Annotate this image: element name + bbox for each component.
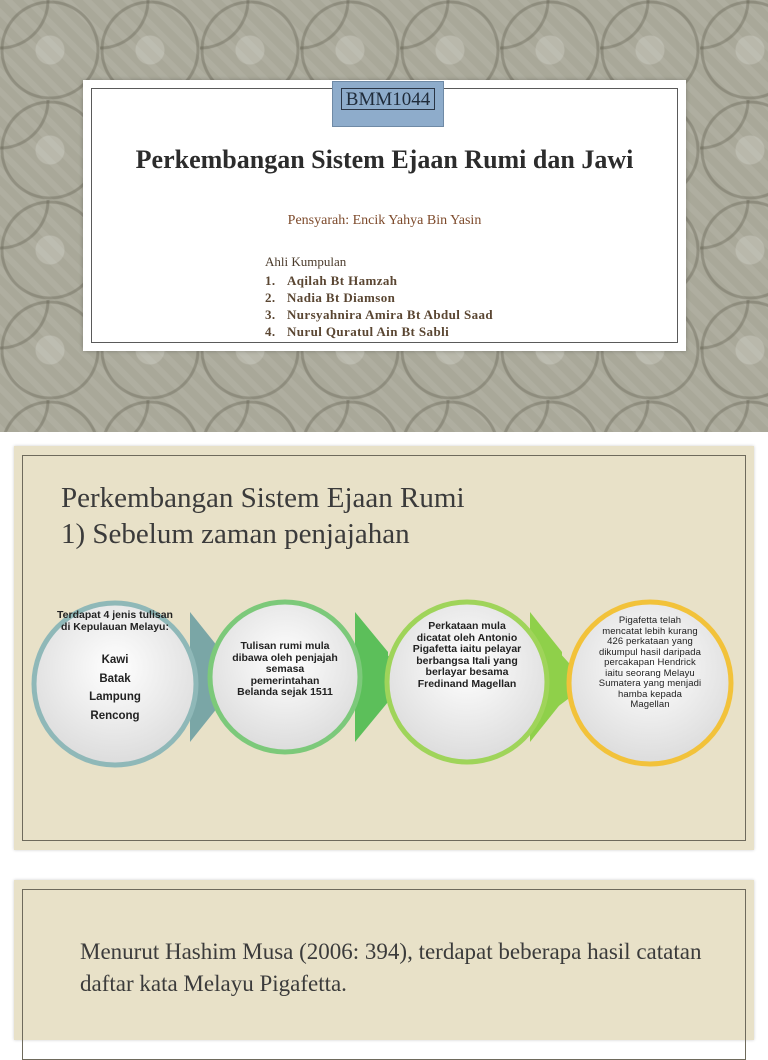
member-item: 4. Nurul Quratul Ain Bt Sabli: [265, 324, 450, 339]
step-1-text: Terdapat 4 jenis tulisan di Kepulauan Melayu: Kawi Batak Lampung Rencong: [55, 610, 175, 725]
course-code: BMM1044: [341, 88, 435, 110]
title-card: [83, 80, 686, 351]
group-heading: Ahli Kumpulan: [265, 254, 347, 269]
member-list: [265, 272, 493, 340]
script-item: Batak: [99, 672, 131, 685]
title-card-border: [91, 88, 678, 343]
body-paragraph: Menurut Hashim Musa (2006: 394), terdapat beberapa hasil catatan daftar kata Melayu Pigafetta.: [80, 939, 702, 996]
script-item: Rencong: [90, 709, 140, 722]
lecturer-line: Pensyarah: Encik Yahya Bin Yasin: [287, 213, 482, 228]
step-3-text: Perkataan mula dicatat oleh Antonio Pigafetta iaitu pelayar berbangsa Itali yang berlayar besama Fredinand Magellan: [412, 620, 522, 690]
slide-heading: Perkembangan Sistem Ejaan Rumi 1) Sebelum zaman penjajahan: [61, 482, 465, 550]
member-item: 3. Nursyahnira Amira Bt Abdul Saad: [265, 307, 494, 322]
step-2-text: Tulisan rumi mula dibawa oleh penjajah semasa pemerintahan Belanda sejak 1511: [232, 640, 338, 698]
script-item: Kawi: [101, 654, 129, 666]
script-item: Lampung: [89, 691, 141, 703]
presentation-title: Perkembangan Sistem Ejaan Rumi dan Jawi: [135, 145, 634, 174]
member-item: 2. Nadia Bt Diamson: [265, 290, 396, 305]
course-code-tag: [332, 81, 444, 127]
title-slide: [0, 0, 768, 432]
step-4-text: Pigafetta telah mencatat lebih kurang 426 perkataan yang dikumpul hasil daripada percakapan Hendrick iaitu seorang Melayu Sumatera yang menjadi hamba kepada Magellan: [598, 615, 702, 710]
member-item: 1. Aqilah Bt Hamzah: [265, 273, 398, 288]
